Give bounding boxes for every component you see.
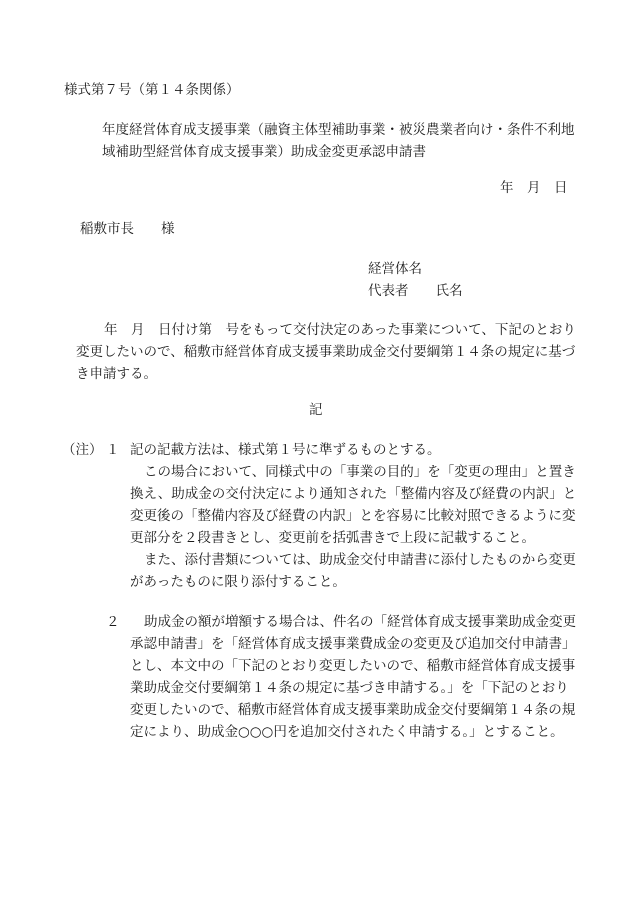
body-line-2: 変更したいので、稲敷市経営体育成支援事業助成金交付要綱第１４条の規定に基づ — [76, 344, 576, 360]
applicant-org-label: 経営体名 — [368, 261, 422, 277]
note-1-line-4: 変更後の「整備内容及び経費の内訳」とを容易に比較対照できるように変 — [130, 508, 576, 524]
note-2-line-1: 助成金の額が増額する場合は、件名の「経営体育成支援事業助成金変更 — [144, 614, 576, 630]
notes-label: （注） — [62, 442, 103, 458]
note-2-number: ２ — [106, 614, 120, 630]
body-line-3: き申請する。 — [76, 366, 157, 382]
addressee: 稲敷市長 様 — [80, 221, 175, 237]
applicant-rep-label: 代表者 氏名 — [368, 283, 463, 299]
title-line-2: 域補助型経営体育成支援事業）助成金変更承認申請書 — [102, 144, 426, 160]
note-2-line-4: 業助成金交付要綱第１４条の規定に基づき申請する。」を「下記のとおり — [130, 680, 569, 696]
form-label: 様式第７号（第１４条関係） — [64, 82, 240, 98]
note-1-line-5: 更部分を２段書きとし、変更前を括弧書きで上段に記載すること。 — [130, 530, 535, 546]
title-line-1: 年度経営体育成支援事業（融資主体型補助事業・被災農業者向け・条件不利地 — [102, 122, 575, 138]
note-1-line-6: また、添付書類については、助成金交付申請書に添付したものから変更 — [144, 552, 576, 568]
note-2-line-5: 変更したいので、稲敷市経営体育成支援事業助成金交付要綱第１４条の規 — [130, 702, 576, 718]
note-1-line-3: 換え、助成金の交付決定により通知された「整備内容及び経費の内訳」と — [130, 486, 577, 502]
note-2-line-3: とし、本文中の「下記のとおり変更したいので、稲敷市経営体育成支援事 — [130, 658, 576, 674]
note-1-number: １ — [106, 442, 120, 458]
note-1-line-1: 記の記載方法は、様式第１号に準ずるものとする。 — [130, 442, 441, 458]
note-2-line-2: 承認申請書」を「経営体育成支援事業費成金の変更及び追加交付申請書」 — [130, 636, 576, 652]
ki-heading: 記 — [309, 402, 323, 418]
note-1-line-2: この場合において、同様式中の「事業の目的」を「変更の理由」と置き — [144, 464, 576, 480]
note-2-line-6: 定により、助成金○○○円を追加交付されたく申請する。」とすること。 — [130, 724, 564, 740]
note-1-line-7: があったものに限り添付すること。 — [130, 574, 346, 590]
body-line-1: 年 月 日付け第 号をもって交付決定のあった事業について、下記のとおり — [104, 322, 576, 338]
date-line: 年 月 日 — [500, 180, 568, 196]
